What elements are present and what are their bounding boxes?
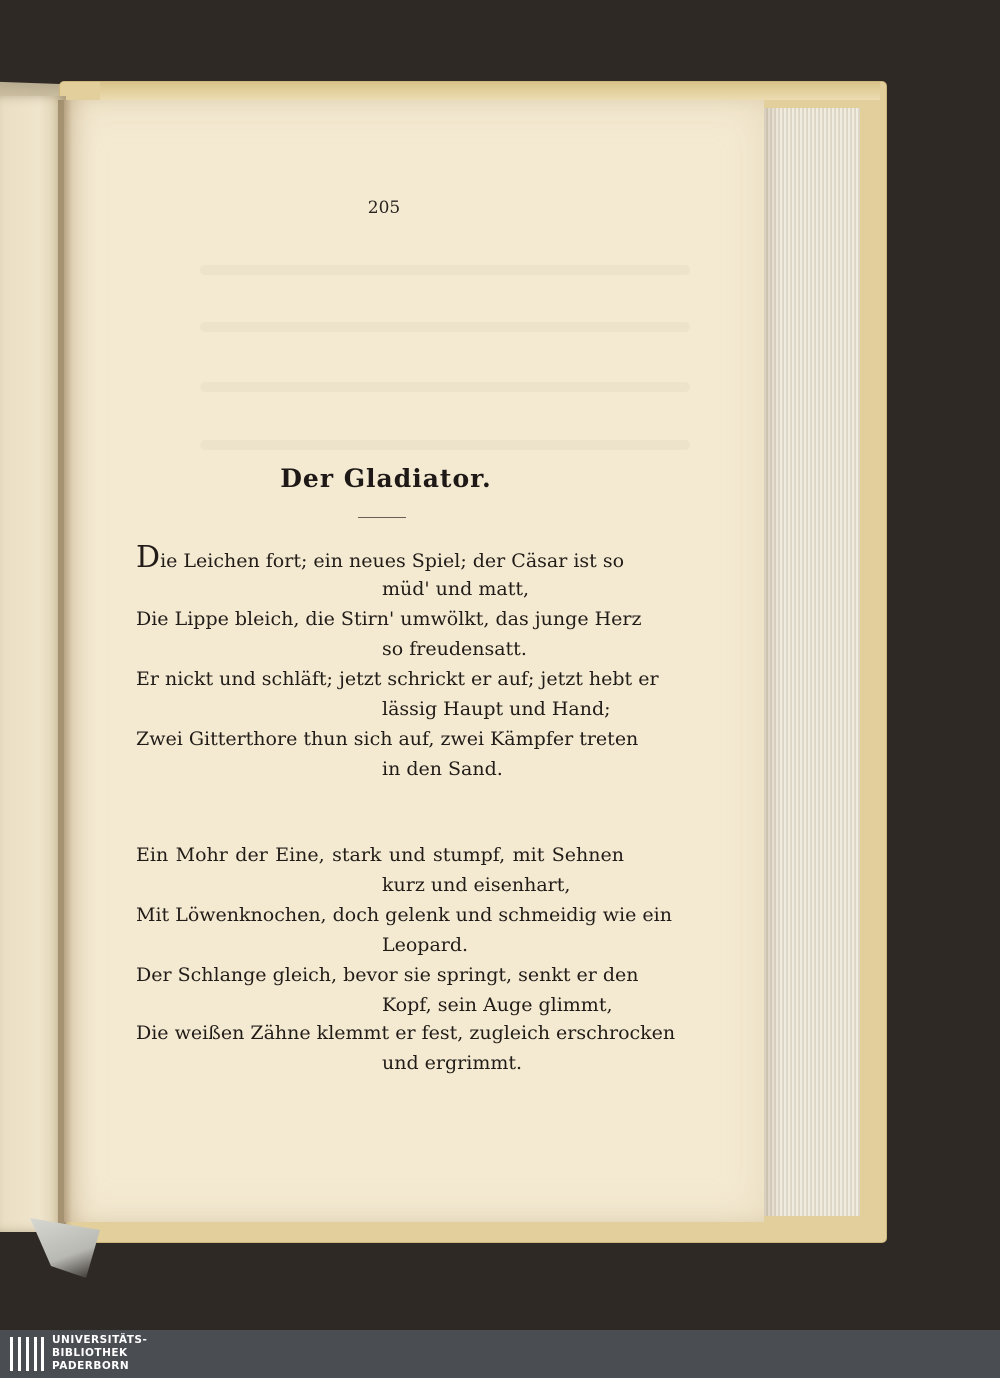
verse-line: Er nickt und schläft; jetzt schrickt er auf; jetzt hebt er xyxy=(136,668,659,690)
verse-line: Der Schlange gleich, bevor sie springt, senkt er den xyxy=(136,964,639,986)
bleed-through-line xyxy=(200,265,690,275)
bleed-through-line xyxy=(200,322,690,332)
verse-line: Die Leichen fort; ein neues Spiel; der Cäsar ist so xyxy=(136,540,625,575)
poem-title: Der Gladiator. xyxy=(280,464,492,493)
verse-line: Zwei Gitterthore thun sich auf, zwei Kämpfer treten xyxy=(136,728,639,750)
verse-line: Ein Mohr der Eine, stark und stumpf, mit Sehnen xyxy=(136,844,624,866)
verse-continuation: lässig Haupt und Hand; xyxy=(382,698,611,720)
bleed-through-line xyxy=(200,382,690,392)
verse-line: Mit Löwenknochen, doch gelenk und schmeidig wie ein xyxy=(136,904,672,926)
verse-continuation: und ergrimmt. xyxy=(382,1052,523,1074)
verse-continuation: Leopard. xyxy=(382,934,469,956)
left-page-sliver xyxy=(0,96,66,1232)
library-logo-icon xyxy=(10,1337,44,1371)
title-divider xyxy=(358,517,406,518)
verse-line: Die Lippe bleich, die Stirn' umwölkt, das junge Herz xyxy=(136,608,642,630)
bleed-through-line xyxy=(200,440,690,450)
verse-continuation: müd' und matt, xyxy=(382,578,530,600)
library-footer xyxy=(0,1330,1000,1378)
verse-continuation: so freudensatt. xyxy=(382,638,527,660)
verse-line: Die weißen Zähne klemmt er fest, zugleich erschrocken xyxy=(136,1022,676,1044)
cover-top-strip xyxy=(100,82,880,100)
verse-continuation: kurz und eisenhart, xyxy=(382,874,571,896)
library-name: UNIVERSITÄTS- BIBLIOTHEK PADERBORN xyxy=(52,1334,148,1372)
drop-initial: D xyxy=(136,540,161,575)
page-number: 205 xyxy=(367,198,401,218)
verse-continuation: in den Sand. xyxy=(382,758,503,780)
verse-continuation: Kopf, sein Auge glimmt, xyxy=(382,994,613,1016)
book-gutter xyxy=(58,100,72,1226)
